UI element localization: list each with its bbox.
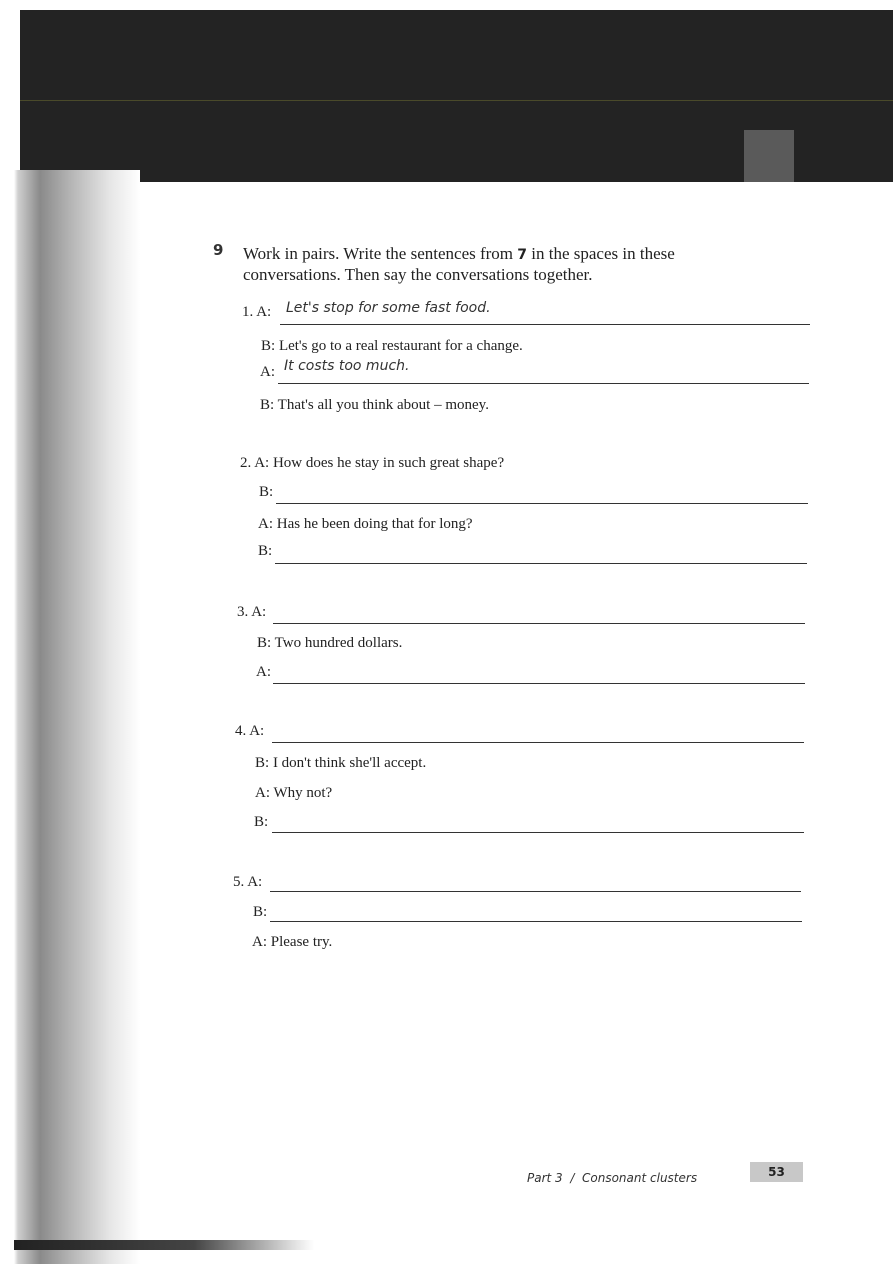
answer-text: It costs too much. bbox=[284, 358, 410, 374]
answer-text: Let's stop for some fast food. bbox=[286, 300, 491, 316]
speaker-label: B: bbox=[254, 814, 269, 830]
page-number: 53 bbox=[750, 1162, 803, 1182]
instruction-ref: 7 bbox=[517, 247, 528, 263]
conversation-4-line-1 bbox=[235, 723, 264, 740]
scanned-dark-edge bbox=[20, 10, 893, 182]
dialogue-text: Let's go to a real restaurant for a change. bbox=[278, 338, 523, 354]
speaker-label: A: bbox=[256, 664, 271, 680]
conversation-2-line-4 bbox=[258, 543, 272, 560]
speaker-label: B: bbox=[257, 635, 272, 651]
conversation-number: 4. bbox=[235, 723, 247, 739]
exercise-number: 9 bbox=[213, 241, 224, 259]
conversation-number: 2. bbox=[240, 455, 252, 471]
speaker-label: A: bbox=[260, 364, 275, 380]
speaker-label: A: bbox=[252, 934, 267, 950]
speaker-label: A: bbox=[251, 604, 267, 620]
conversation-4-line-4 bbox=[254, 814, 268, 831]
conversation-number: 5. bbox=[233, 874, 245, 890]
dialogue-text: Two hundred dollars. bbox=[274, 635, 403, 651]
dialogue-text: Why not? bbox=[273, 785, 333, 801]
exercise-instructions bbox=[243, 244, 723, 284]
speaker-label: B: bbox=[253, 904, 268, 920]
page-binding-shadow bbox=[0, 170, 140, 1264]
footer-separator: / bbox=[570, 1171, 575, 1185]
answer-line[interactable] bbox=[273, 623, 805, 624]
speaker-label: A: bbox=[254, 455, 270, 471]
conversation-number: 1. bbox=[242, 304, 254, 320]
conversation-number: 3. bbox=[237, 604, 249, 620]
speaker-label: A: bbox=[258, 516, 273, 532]
conversation-3-line-3 bbox=[256, 664, 271, 681]
footer-part: Part 3 bbox=[527, 1171, 563, 1185]
answer-line[interactable] bbox=[270, 921, 802, 922]
answer-line[interactable] bbox=[275, 563, 807, 564]
conversation-1-line-3 bbox=[260, 364, 275, 381]
conversation-1-line-2 bbox=[261, 338, 523, 355]
scan-patch bbox=[744, 130, 794, 182]
answer-line[interactable] bbox=[273, 683, 805, 684]
scan-streak bbox=[20, 100, 893, 101]
answer-line[interactable] bbox=[272, 742, 804, 743]
page-footer bbox=[527, 1171, 697, 1185]
conversation-4-line-3 bbox=[255, 785, 332, 802]
speaker-label: B: bbox=[258, 543, 273, 559]
conversation-4-line-2 bbox=[255, 755, 426, 772]
dialogue-text: I don't think she'll accept. bbox=[272, 755, 427, 771]
conversation-1-line-1 bbox=[242, 304, 271, 321]
dialogue-text: Please try. bbox=[270, 934, 333, 950]
dialogue-text: That's all you think about – money. bbox=[277, 397, 489, 413]
instruction-pre: Work in pairs. Write the sentences from bbox=[243, 244, 514, 263]
conversation-2-line-2 bbox=[259, 484, 273, 501]
answer-line[interactable] bbox=[270, 891, 801, 892]
conversation-2-line-3 bbox=[258, 516, 473, 533]
speaker-label: A: bbox=[249, 723, 265, 739]
conversation-3-line-2 bbox=[257, 635, 402, 652]
conversation-5-line-1 bbox=[233, 874, 262, 891]
speaker-label: A: bbox=[255, 785, 270, 801]
conversation-5-line-3 bbox=[252, 934, 332, 951]
speaker-label: B: bbox=[255, 755, 270, 771]
answer-line[interactable] bbox=[280, 324, 810, 325]
conversation-1-line-4 bbox=[260, 397, 489, 414]
speaker-label: B: bbox=[261, 338, 276, 354]
conversation-5-line-2 bbox=[253, 904, 267, 921]
conversation-2-line-1 bbox=[240, 455, 504, 472]
dialogue-text: Has he been doing that for long? bbox=[276, 516, 473, 532]
answer-line[interactable] bbox=[276, 503, 808, 504]
dialogue-text: How does he stay in such great shape? bbox=[272, 455, 505, 471]
instruction-post: in the spaces in these conversations. Then say the conversations together. bbox=[243, 244, 675, 284]
speaker-label: A: bbox=[247, 874, 263, 890]
answer-line[interactable] bbox=[272, 832, 804, 833]
speaker-label: B: bbox=[259, 484, 274, 500]
speaker-label: B: bbox=[260, 397, 275, 413]
answer-line[interactable] bbox=[278, 383, 809, 384]
footer-section: Consonant clusters bbox=[582, 1171, 698, 1185]
conversation-3-line-1 bbox=[237, 604, 266, 621]
speaker-label: A: bbox=[256, 304, 272, 320]
